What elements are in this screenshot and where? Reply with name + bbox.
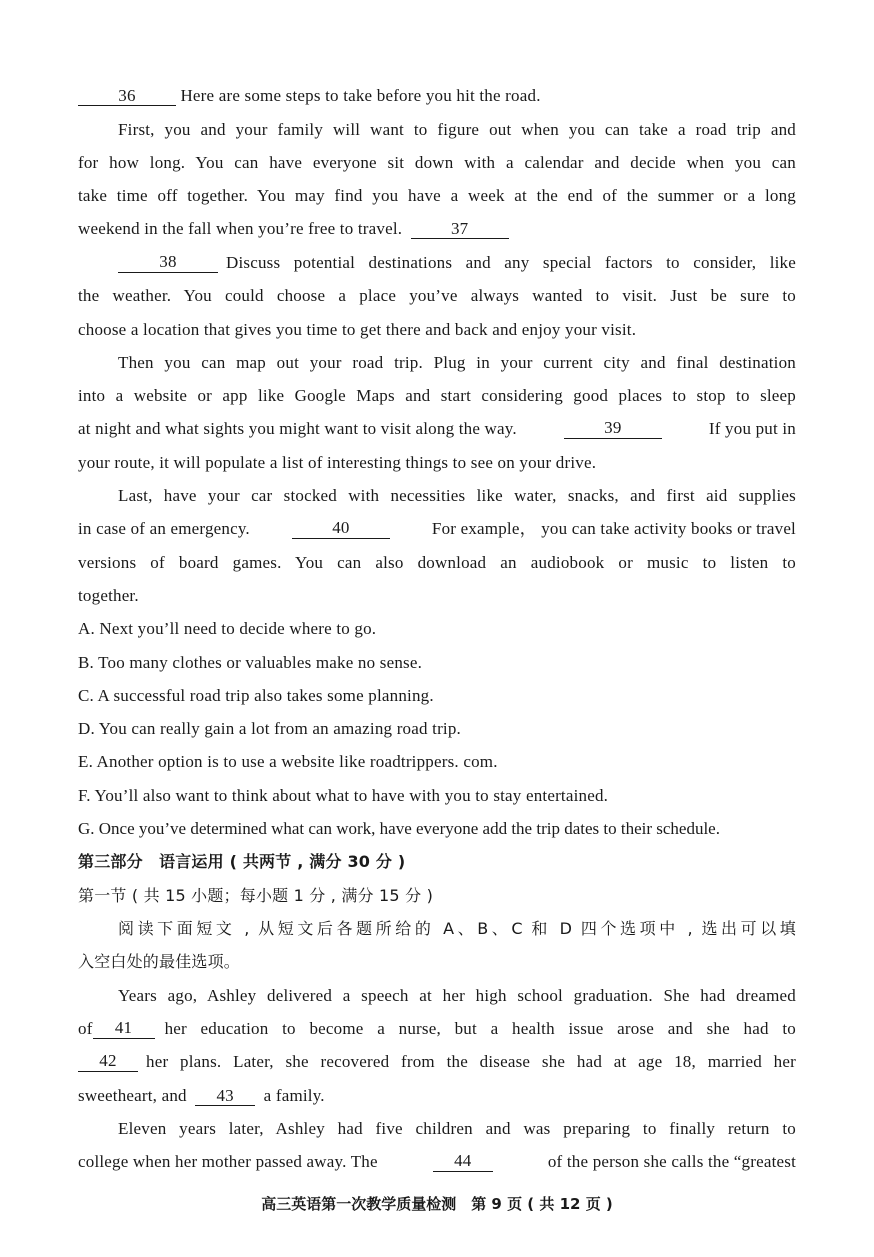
- passage1-line-2: First, you and your family will want to figure out when you can take a road trip and: [118, 120, 796, 139]
- section3-instruction-2: 入空白处的最佳选项。: [78, 952, 241, 971]
- section3-heading: 第三部分 语言运用 ( 共两节 , 满分 30 分 ): [78, 852, 406, 871]
- option-g: G. Once you’ve determined what can work, have everyone add the trip dates to their schedule.: [78, 819, 720, 838]
- option-c: C. A successful road trip also takes some planning.: [78, 686, 434, 705]
- passage1-line-6: 38 Discuss potential destinations and any special factors to consider, like: [118, 253, 796, 273]
- section3-subheading: 第一节 ( 共 15 小题；每小题 1 分 , 满分 15 分 ): [78, 886, 434, 905]
- option-e: E. Another option is to use a website like roadtrippers. com.: [78, 752, 498, 771]
- blank-37: 37: [411, 220, 509, 239]
- passage2-line-2: of 41 her education to become a nurse, but a health issue arose and she had to: [78, 1018, 796, 1038]
- passage2-line-4: sweetheart, and 43 a family.: [78, 1086, 325, 1105]
- passage2-line-5: Eleven years later, Ashley had five children and was preparing to finally return to: [118, 1119, 796, 1138]
- blank-38: 38: [118, 253, 218, 273]
- passage1-line-14: in case of an emergency. 40 For example， you can take activity books or travel: [78, 518, 796, 538]
- passage2-line-6: college when her mother passed away. The 44 of the person she calls the “greatest: [78, 1151, 796, 1171]
- passage1-line-5: weekend in the fall when you’re free to travel. 37: [78, 219, 796, 239]
- passage1-line-11: at night and what sights you might want to visit along the way. 39 If you put in: [78, 418, 796, 438]
- passage1-line-3: for how long. You can have everyone sit down with a calendar and decide when you can: [78, 153, 796, 172]
- blank-36: 36: [78, 87, 176, 106]
- passage1-line-16: together.: [78, 586, 139, 605]
- blank-40: 40: [292, 519, 390, 539]
- section3-instruction-1: 阅读下面短文 , 从短文后各题所给的 A、B、C 和 D 四个选项中 , 选出可以填: [118, 919, 796, 938]
- passage1-line-1: 36 Here are some steps to take before you hit the road.: [78, 86, 796, 106]
- passage1-line-15: versions of board games. You can also download an audiobook or music to listen to: [78, 553, 796, 572]
- blank-41: 41: [93, 1019, 155, 1039]
- page-footer: 高三英语第一次教学质量检测 第 9 页 ( 共 12 页 ): [261, 1195, 613, 1213]
- passage1-line-4: take time off together. You may find you have a week at the end of the summer or a long: [78, 186, 796, 205]
- passage1-line-10: into a website or app like Google Maps and start considering good places to stop to sleep: [78, 386, 796, 405]
- option-f: F. You’ll also want to think about what to have with you to stay entertained.: [78, 786, 609, 805]
- option-d: D. You can really gain a lot from an amazing road trip.: [78, 719, 462, 738]
- option-a: A. Next you’ll need to decide where to go.: [78, 619, 377, 638]
- passage1-line-8: choose a location that gives you time to get there and back and enjoy your visit.: [78, 320, 637, 339]
- passage1-line-7: the weather. You could choose a place you’ve always wanted to visit. Just be sure to: [78, 286, 796, 305]
- passage1-line-12: your route, it will populate a list of interesting things to see on your drive.: [78, 453, 597, 472]
- passage2-line-1: Years ago, Ashley delivered a speech at her high school graduation. She had dreamed: [118, 986, 796, 1005]
- blank-44: 44: [433, 1152, 493, 1172]
- passage1-line-9: Then you can map out your road trip. Plug in your current city and final destination: [118, 353, 796, 372]
- blank-42: 42: [78, 1052, 138, 1072]
- blank-39: 39: [564, 419, 662, 439]
- passage1-line-13: Last, have your car stocked with necessities like water, snacks, and first aid supplies: [118, 486, 796, 505]
- blank-43: 43: [195, 1087, 255, 1106]
- option-b: B. Too many clothes or valuables make no sense.: [78, 653, 423, 672]
- passage2-line-3: 42 her plans. Later, she recovered from the disease she had at age 18, married her: [78, 1052, 796, 1072]
